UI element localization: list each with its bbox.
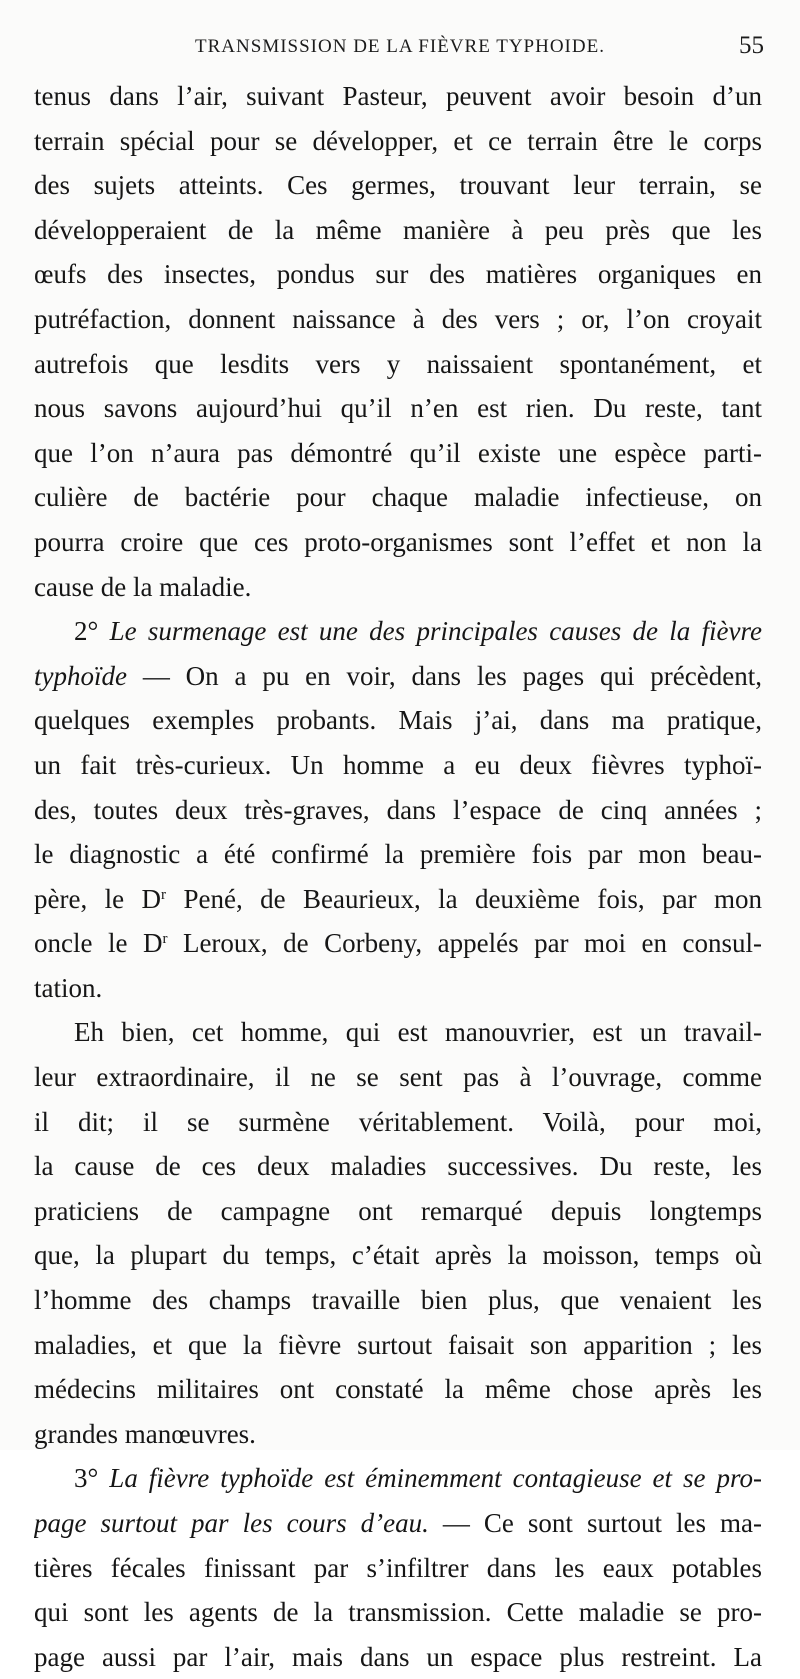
text-line: l’homme des champs travaille bien plus, que venaient les — [34, 1285, 762, 1316]
page-number: 55 — [739, 32, 764, 59]
text-line: praticiens de campagne ont remarqué depuis longtemps — [34, 1195, 762, 1226]
running-title: TRANSMISSION DE LA FIÈVRE TYPHOIDE. — [195, 36, 605, 57]
running-head — [30, 32, 770, 62]
text-line: des, toutes deux très-graves, dans l’espace de cinq années ; — [34, 794, 762, 825]
text-line-section-3-cont: page surtout par les cours d’eau. — Ce sont surtout les ma- — [34, 1508, 762, 1538]
text-line: maladies, et que la fièvre surtout faisait son apparition ; les — [34, 1329, 762, 1360]
text-line: il dit; il se surmène véritablement. Voilà, pour moi, — [34, 1106, 762, 1137]
text-line: culière de bactérie pour chaque maladie infectieuse, on — [34, 482, 762, 513]
text-line-paragraph-end: grandes manœuvres. — [34, 1418, 256, 1449]
text-line: terrain spécial pour se développer, et ce terrain être le corps — [34, 125, 762, 156]
text-line: quelques exemples probants. Mais j’ai, dans ma pratique, — [34, 705, 762, 736]
text-line: que, la plupart du temps, c’était après la moisson, temps où — [34, 1240, 762, 1271]
text-line-paragraph-start: Eh bien, cet homme, qui est manouvrier, est un travail- — [74, 1017, 762, 1048]
text-line: qui sont les agents de la transmission. Cette maladie se pro- — [34, 1597, 762, 1628]
text-line: page aussi par l’air, mais dans un espace plus restreint. La — [34, 1641, 762, 1672]
text-line: nous savons aujourd’hui qu’il n’en est rien. Du reste, tant — [34, 393, 762, 424]
text-line: tenus dans l’air, suivant Pasteur, peuvent avoir besoin d’un — [34, 81, 762, 111]
text-line: des sujets atteints. Ces germes, trouvant leur terrain, se — [34, 170, 762, 201]
text-line-section-2: 2° Le surmenage est une des principales causes de la fièvre — [74, 616, 762, 647]
text-line: le diagnostic a été confirmé la première fois par mon beau- — [34, 839, 762, 870]
text-line: tières fécales finissant par s’infiltrer dans les eaux potables — [34, 1552, 762, 1583]
text-line: que l’on n’aura pas démontré qu’il existe une espèce parti- — [34, 437, 762, 468]
text-line: médecins militaires ont constaté la même chose après les — [34, 1374, 762, 1405]
text-line: œufs des insectes, pondus sur des matières organiques en — [34, 259, 762, 290]
text-line-section-3: 3° La fièvre typhoïde est éminemment contagieuse et se pro- — [74, 1463, 762, 1494]
text-line: putréfaction, donnent naissance à des vers ; or, l’on croyait — [34, 303, 762, 334]
text-line: la cause de ces deux maladies successives. Du reste, les — [34, 1151, 762, 1182]
text-line: développeraient de la même manière à peu près que les — [34, 214, 762, 245]
text-line-paragraph-end: cause de la maladie. — [34, 571, 252, 602]
text-line: un fait très-curieux. Un homme a eu deux fièvres typhoï- — [34, 749, 762, 780]
text-line: oncle le $D^r$ Leroux, de Corbeny, appelés par moi en consul- — [34, 928, 762, 959]
text-line: leur extraordinaire, il ne se sent pas à l’ouvrage, comme — [34, 1062, 762, 1093]
text-line-paragraph-end: tation. — [34, 972, 103, 1003]
text-line-section-2-cont: typhoïde — On a pu en voir, dans les pages qui précèdent, — [34, 660, 762, 691]
text-line: père, le $D^r$ Pené, de Beaurieux, la deuxième fois, par mon — [34, 883, 762, 914]
text-line: autrefois que lesdits vers y naissaient spontanément, et — [34, 348, 762, 379]
body-text — [34, 74, 762, 1679]
text-line: pourra croire que ces proto-organismes sont l’effet et non la — [34, 526, 762, 557]
